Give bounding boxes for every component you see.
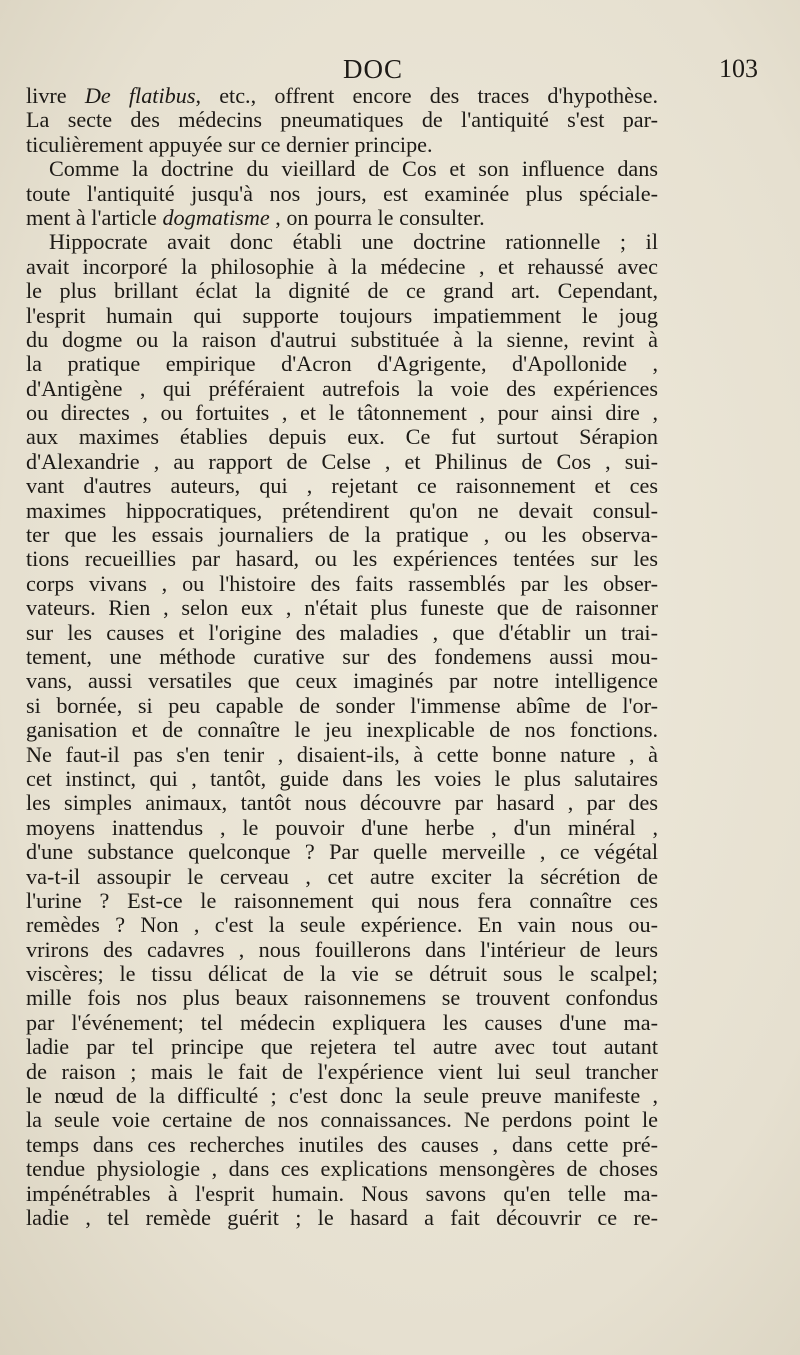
page-number: 103 (719, 54, 758, 83)
text-run: d'Alexandrie , au rapport de Celse , et Philinus de Cos , sui- (26, 448, 658, 474)
text-line (26, 1011, 658, 1035)
text-line (26, 865, 658, 889)
text-run: d'une substance quelconque ? Par quelle merveille , ce végétal (26, 839, 658, 865)
text-run: la seule voie certaine de nos connaissances. Ne perdons point le (26, 1107, 658, 1133)
text-line (26, 206, 658, 230)
text-line (26, 986, 658, 1010)
text-run: , on pourra le consulter. (269, 204, 485, 230)
text-line (26, 743, 658, 767)
text-run: livre (26, 83, 85, 108)
text-line (26, 401, 658, 425)
text-run: Ne faut-il pas s'en tenir , disaient-ils, à cette bonne nature , à (26, 741, 658, 767)
text-line (26, 1133, 658, 1157)
text-run: vant d'autres auteurs, qui , rejetant ce raisonnement et ces (26, 473, 658, 499)
text-line (26, 255, 658, 279)
text-line (26, 328, 658, 352)
text-line (26, 1108, 658, 1132)
text-run: l'urine ? Est-ce le raisonnement qui nous fera connaître ces (26, 887, 658, 913)
text-run: ticulièrement appuyée sur ce dernier principe. (26, 131, 433, 157)
text-run: vans, aussi versatiles que ceux imaginés par notre intelligence (26, 668, 658, 694)
text-run: moyens inattendus , le pouvoir d'une herbe , d'un minéral , (26, 814, 658, 840)
text-line (26, 816, 658, 840)
text-line (26, 645, 658, 669)
text-line (26, 889, 658, 913)
text-run: sur les causes et l'origine des maladies , que d'établir un trai- (26, 619, 658, 645)
text-line (26, 767, 658, 791)
text-run: si bornée, si peu capable de sonder l'immense abîme de l'or- (26, 692, 658, 718)
text-run: temps dans ces recherches inutiles des causes , dans cette pré- (26, 1131, 658, 1157)
text-line (26, 377, 658, 401)
text-run: toute l'antiquité jusqu'à nos jours, est examinée plus spéciale- (26, 180, 658, 206)
text-run: maximes hippocratiques, prétendirent qu'on ne devait consul- (26, 497, 658, 523)
text-line (26, 108, 658, 132)
text-run: le nœud de la difficulté ; c'est donc la seule preuve manifeste , (26, 1083, 658, 1109)
text-line (26, 450, 658, 474)
text-line (26, 694, 658, 718)
text-run: viscères; le tissu délicat de la vie se détruit sous le scalpel; (26, 961, 658, 987)
text-line (26, 84, 658, 108)
text-line (26, 913, 658, 937)
text-line (26, 572, 658, 596)
text-line (26, 1157, 658, 1181)
text-line (26, 1182, 658, 1206)
text-line (26, 474, 658, 498)
text-line (26, 1084, 658, 1108)
text-run: va-t-il assoupir le cerveau , cet autre exciter la sécrétion de (26, 863, 658, 889)
text-line (26, 304, 658, 328)
text-line (26, 499, 658, 523)
text-run: ou directes , ou fortuites , et le tâtonnement , pour ainsi dire , (26, 400, 658, 426)
text-run: corps vivans , ou l'histoire des faits rassemblés par les obser- (26, 570, 658, 596)
text-run: impénétrables à l'esprit humain. Nous savons qu'en telle ma- (26, 1180, 658, 1206)
text-line (26, 1060, 658, 1084)
text-run: tions recueillies par hasard, ou les expériences tentées sur les (26, 546, 658, 572)
text-run: tendue physiologie , dans ces explications mensongères de choses (26, 1156, 658, 1182)
text-run: ladie par tel principe que rejetera tel autre avec tout autant (26, 1034, 658, 1060)
text-run: vrirons des cadavres , nous fouillerons dans l'intérieur de leurs (26, 936, 658, 962)
text-run: remèdes ? Non , c'est la seule expérience. En vain nous ou- (26, 912, 658, 938)
text-run: la pratique empirique d'Acron d'Agrigente, d'Apollonide , (26, 351, 658, 377)
text-run: ment à l'article (26, 204, 163, 230)
italic-text: dogmatisme (162, 204, 270, 230)
text-line (26, 279, 658, 303)
text-run: ganisation et de connaître le jeu inexplicable de nos fonctions. (26, 717, 658, 743)
text-line (26, 669, 658, 693)
text-run: La secte des médecins pneumatiques de l'antiquité s'est par- (26, 107, 658, 133)
text-line (26, 840, 658, 864)
running-head: DOC (342, 54, 403, 84)
text-run: cet instinct, qui , tantôt, guide dans les voies le plus salutaires (26, 765, 658, 791)
text-run: du dogme ou la raison d'autrui substituée à la sienne, revint à (26, 326, 658, 352)
text-line (26, 596, 658, 620)
text-run: d'Antigène , qui préféraient autrefois la voie des expériences (26, 375, 658, 401)
text-line (26, 718, 658, 742)
text-run: l'esprit humain qui supporte toujours impatiemment le joug (26, 302, 658, 328)
text-line (26, 230, 658, 254)
body-text (26, 84, 658, 1230)
text-run: aux maximes établies depuis eux. Ce fut surtout Sérapion (26, 424, 658, 450)
italic-text: De flatibus (84, 83, 196, 108)
text-line (26, 523, 658, 547)
text-line (26, 791, 658, 815)
text-line (26, 1035, 658, 1059)
text-line (26, 352, 658, 376)
text-line (26, 621, 658, 645)
text-line (26, 425, 658, 449)
text-line (26, 182, 658, 206)
text-run: mille fois nos plus beaux raisonnemens se trouvent confondus (26, 985, 658, 1011)
text-line (26, 157, 658, 181)
text-line (26, 133, 658, 157)
text-run: Comme la doctrine du vieillard de Cos et son influence dans (49, 156, 658, 182)
text-run: de raison ; mais le fait de l'expérience vient lui seul trancher (26, 1058, 658, 1084)
text-line (26, 938, 658, 962)
text-run: par l'événement; tel médecin expliquera les causes d'une ma- (26, 1009, 658, 1035)
text-run: ladie , tel remède guérit ; le hasard a fait découvrir ce re- (26, 1204, 658, 1230)
text-run: avait incorporé la philosophie à la médecine , et rehaussé avec (26, 253, 658, 279)
text-run: vateurs. Rien , selon eux , n'était plus funeste que de raisonner (26, 595, 658, 621)
text-run: ter que les essais journaliers de la pratique , ou les observa- (26, 522, 658, 548)
text-line (26, 547, 658, 571)
text-run: Hippocrate avait donc établi une doctrine rationnelle ; il (49, 229, 658, 255)
text-run: , etc., offrent encore des traces d'hypothèse. (195, 83, 658, 108)
text-run: le plus brillant éclat la dignité de ce grand art. Cependant, (26, 278, 658, 304)
text-run: les simples animaux, tantôt nous découvre par hasard , par des (26, 790, 658, 816)
text-run: tement, une méthode curative sur des fondemens aussi mou- (26, 643, 658, 669)
text-line (26, 962, 658, 986)
text-line (26, 1206, 658, 1230)
